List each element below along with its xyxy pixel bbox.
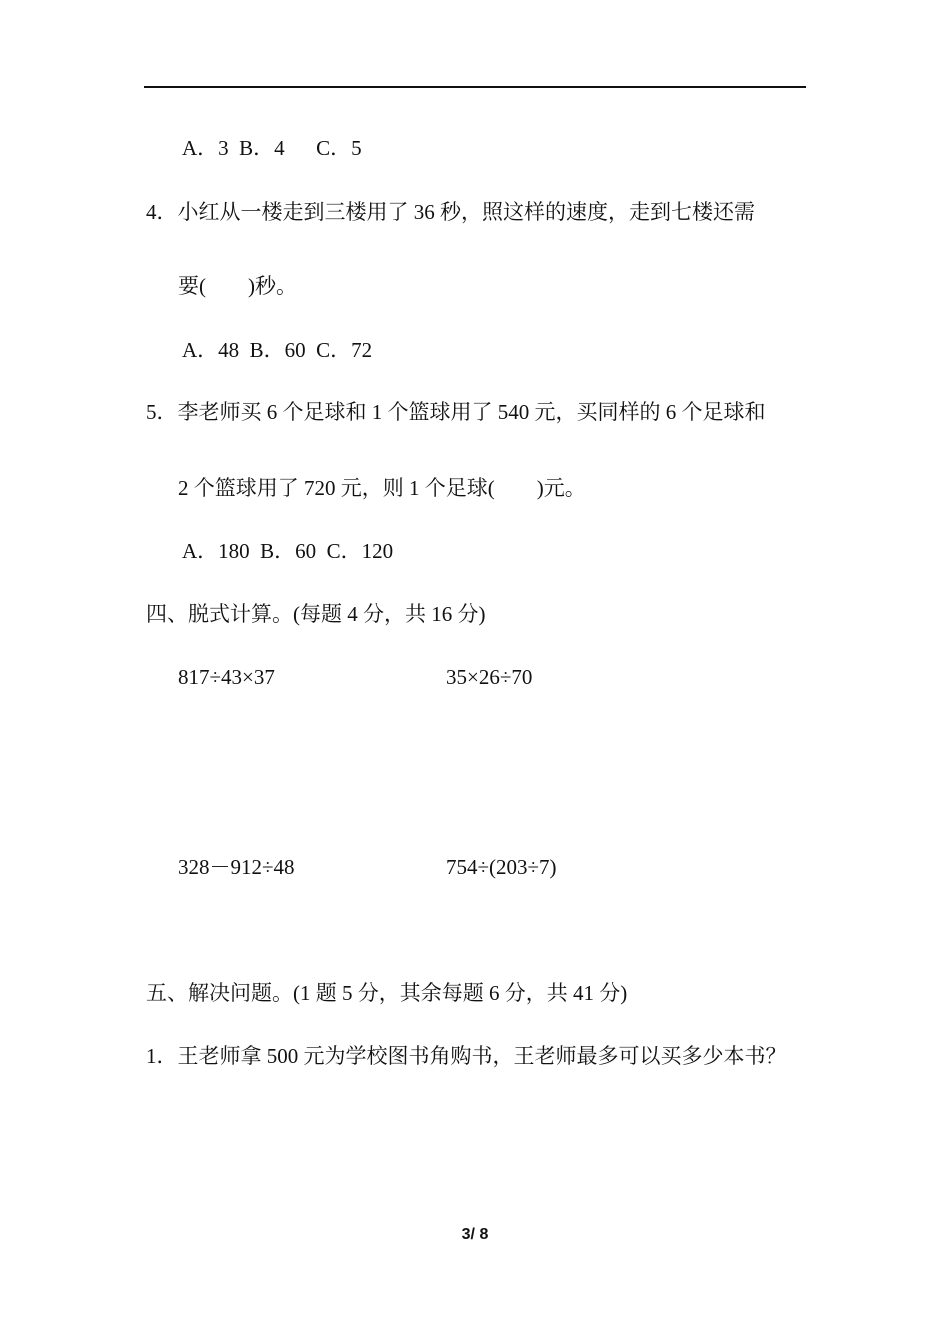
header-rule [144,86,806,88]
section4-heading: 四、脱式计算。(每题 4 分，共 16 分) [146,602,486,626]
expr-1: 817÷43×37 [178,665,275,689]
q5-options: A．180 B．60 C．120 [182,539,394,563]
q5-line1: 5．李老师买 6 个足球和 1 个篮球用了 540 元，买同样的 6 个足球和 [146,400,766,424]
section5-q1: 1．王老师拿 500 元为学校图书角购书，王老师最多可以买多少本书？ [146,1044,787,1068]
page-number: 3/ 8 [461,1226,489,1243]
expr-2: 35×26÷70 [446,665,533,689]
q3-options: A．3 B．4 C．5 [182,136,362,160]
expr-3: 328－912÷48 [178,855,295,879]
expr-4: 754÷(203÷7) [446,855,557,879]
q5-line2: 2 个篮球用了 720 元，则 1 个足球( )元。 [178,476,586,500]
q4-line2: 要( )秒。 [178,274,297,298]
section5-heading: 五、解决问题。(1 题 5 分，其余每题 6 分，共 41 分) [146,981,628,1005]
q4-options: A．48 B．60 C．72 [182,338,373,362]
q4-line1: 4．小红从一楼走到三楼用了 36 秒，照这样的速度，走到七楼还需 [146,200,755,224]
